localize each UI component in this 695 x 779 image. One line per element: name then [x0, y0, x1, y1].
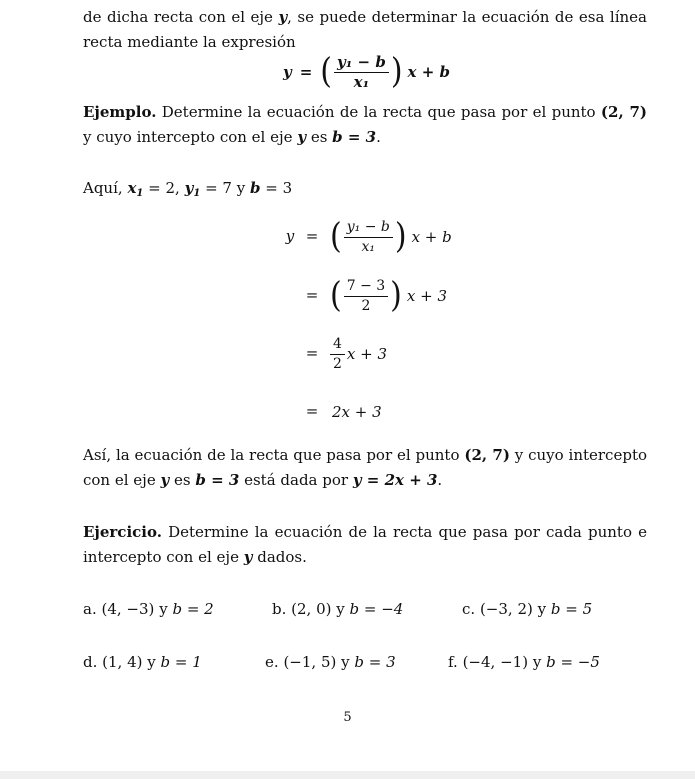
exercise-text-a: Determine la ecuación de la recta que pasa por cada punto e	[168, 523, 647, 541]
option-a: a. (4, −3) y b = 2	[83, 600, 214, 618]
conclusion-point: (2, 7)	[464, 446, 510, 464]
conclusion-paragraph	[83, 443, 647, 492]
derivation-lhs: y	[285, 227, 295, 245]
example-label: Ejemplo.	[83, 103, 157, 121]
example-axis-variable: y	[297, 127, 307, 146]
given-values	[83, 178, 292, 198]
option-e: e. (−1, 5) y b = 3	[265, 653, 396, 671]
conclusion-result: y = 2x + 3	[352, 470, 438, 489]
intro-paragraph	[83, 5, 647, 54]
step2-equals: =	[305, 286, 319, 304]
page-bottom-strip	[0, 771, 695, 779]
conclusion-text-a: Así, la ecuación de la recta que pasa por el punto	[83, 446, 460, 464]
conclusion-text-e: está dada por	[244, 470, 349, 489]
intro-line1: de dicha recta con el eje	[83, 8, 273, 26]
example-paragraph	[83, 100, 647, 149]
step1-fraction	[344, 219, 393, 255]
exercise-label: Ejercicio.	[83, 523, 162, 541]
option-d: d. (1, 4) y b = 1	[83, 653, 202, 671]
step2-tail: x + 3	[406, 287, 447, 305]
given-prefix: Aquí,	[83, 179, 123, 197]
conclusion-text-d: es	[174, 470, 191, 489]
option-f: f. (−4, −1) y b = −5	[448, 653, 600, 671]
conclusion-axis-variable: y	[160, 470, 170, 489]
step2-fraction	[344, 278, 388, 314]
x1-value: = 2,	[148, 179, 180, 197]
step1-tail: x + b	[411, 228, 452, 246]
step3-fraction	[330, 336, 345, 372]
step3-denominator: 2	[333, 356, 342, 372]
example-end: .	[376, 127, 381, 146]
page-number: 5	[343, 710, 352, 725]
example-point: (2, 7)	[600, 103, 647, 121]
formula-equals: =	[299, 63, 313, 81]
exercise-text-b: intercepto con el eje	[83, 547, 239, 566]
x1-variable: $x_1$	[127, 179, 144, 199]
example-text-c: es	[310, 127, 328, 146]
formula-denominator: x₁	[353, 73, 370, 91]
step4-rhs: 2x + 3	[332, 403, 382, 421]
example-text-a: Determine la ecuación de la recta que pasa por el punto	[161, 103, 596, 121]
step2-rhs: ( $\frac{7 - 3}{2}$ ) x + 3	[330, 275, 447, 316]
step2-numerator: 7 − 3	[344, 278, 388, 297]
step3-rhs	[330, 334, 387, 374]
y1-variable: $y_1$	[184, 179, 201, 199]
exercise-axis-variable: y	[243, 547, 253, 566]
example-text-b: y cuyo intercepto con el eje	[83, 127, 293, 146]
b-value: = 3	[265, 179, 293, 197]
formula-fraction	[334, 54, 389, 90]
conclusion-text-c: con el eje	[83, 470, 156, 489]
formula-lhs: y	[283, 63, 292, 81]
step1-equals: =	[305, 227, 319, 245]
option-b: b. (2, 0) y b = −4	[272, 600, 404, 618]
conclusion-b-expression: b = 3	[195, 470, 240, 489]
y1-value: = 7	[205, 179, 232, 197]
step1-denominator: x₁	[361, 239, 376, 255]
step2-denominator: 2	[361, 298, 371, 314]
exercise-paragraph	[83, 520, 647, 569]
step1-rhs: ( $\frac{\text{y₁ − b}}{\text{x₁}}$ ) x + b	[330, 216, 452, 257]
step1-numerator: y₁ − b	[344, 219, 393, 238]
example-b-expression: b = 3	[332, 127, 377, 146]
main-formula: y = ( $\frac{\text{y₁ − b}}{\text{x₁}}$ ) x + b	[283, 51, 450, 92]
axis-variable: y	[278, 8, 288, 26]
step3-tail: x + 3	[346, 345, 388, 363]
formula-tail: x + b	[407, 63, 450, 81]
conclusion-text-b: y cuyo intercepto	[514, 446, 647, 464]
step4-equals: =	[305, 402, 319, 420]
exercise-text-c: dados.	[257, 547, 307, 566]
intro-line2: mediante la expresión	[127, 32, 296, 51]
intro-line1-tail: , se puede determinar la ecuación de esa línea recta	[83, 8, 647, 51]
option-c: c. (−3, 2) y b = 5	[462, 600, 593, 618]
given-conj: y	[236, 179, 246, 197]
formula-numerator: y₁ − b	[334, 54, 389, 73]
step3-equals: =	[305, 344, 319, 362]
b-variable: b	[250, 179, 261, 197]
conclusion-end: .	[437, 470, 443, 489]
step3-numerator: 4	[330, 336, 345, 355]
